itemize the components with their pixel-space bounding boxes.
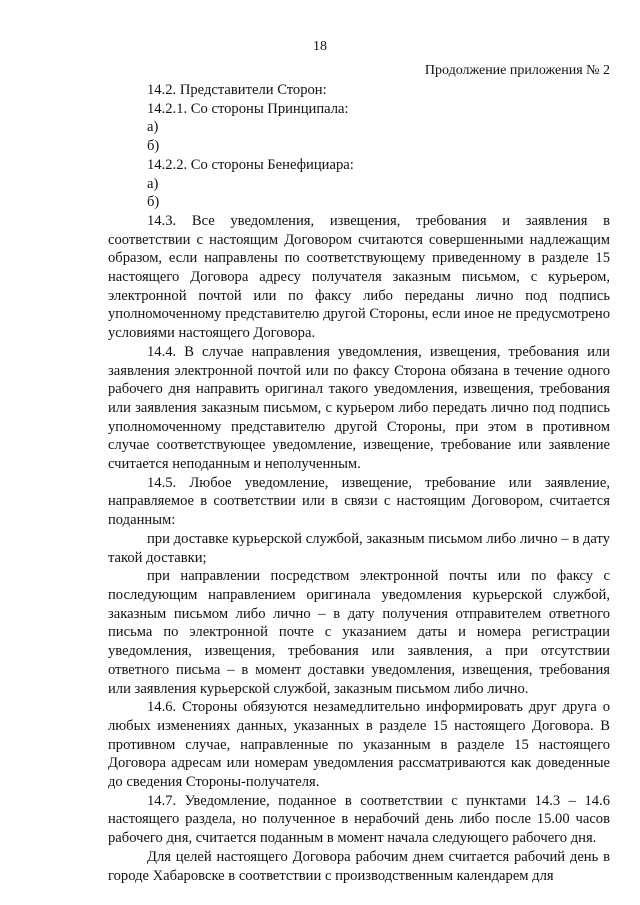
clause-14-7: 14.7. Уведомление, поданное в соответствии с пунктами 14.3 – 14.6 настоящего раздела, но полученное в нерабочий день либо после 15.00 часов рабочего дня, считается поданным в момент начала следующего рабочего дня. bbox=[108, 792, 610, 847]
appendix-note: Продолжение приложения № 2 bbox=[424, 63, 610, 78]
clause-14-5-delivery: при доставке курьерской службой, заказным письмом либо лично – в дату такой доставки; bbox=[108, 530, 610, 566]
clause-14-2-1-item-a: а) bbox=[147, 119, 159, 136]
working-day-definition: Для целей настоящего Договора рабочим днем считается рабочий день в городе Хабаровске в соответствии с производственным календарем для bbox=[108, 848, 610, 884]
clause-14-2-1-item-b: б) bbox=[147, 138, 160, 155]
clause-14-2-2-item-a: а) bbox=[147, 175, 159, 192]
clause-14-4: 14.4. В случае направления уведомления, извещения, требования или заявления электронной почтой или по факсу Сторона обязана в течение одного рабочего дня направить оригинал такого уведомления, извещения, требования или заявления заказным письмом, с курьером либо передать лично под подпись уполномоченному представителю другой Стороны, при этом в противном случае соответствующее уведомление, извещение, требование или заявление считается неподанным и неполученным. bbox=[108, 343, 610, 473]
page-number: 18 bbox=[313, 39, 327, 54]
clause-14-2-heading: 14.2. Представители Сторон: bbox=[147, 82, 327, 98]
document-body bbox=[108, 81, 610, 885]
clause-14-6: 14.6. Стороны обязуются незамедлительно информировать друг друга о любых изменениях данных, указанных в разделе 15 настоящего Договора. В противном случае, направленные по указанным в разделе 15 настоящего Договора адресам или номерам уведомления рассматриваются как доведенные до сведения Стороны-получателя. bbox=[108, 699, 610, 791]
clause-14-5-email: при направлении посредством электронной почты или по факсу с последующим направлением оригинала уведомления курьерской службой, заказным письмом либо лично – в дату получения отправителем ответного письма по электронной почте с указанием даты и номера регистрации уведомления, извещения, требования или заявления, а при отсутствии ответного письма – в момент доставки уведомления, извещения, требования или заявления курьерской службой, заказным письмом либо лично. bbox=[108, 568, 610, 697]
clause-14-2-1-heading: 14.2.1. Со стороны Принципала: bbox=[147, 100, 349, 117]
clause-14-5: 14.5. Любое уведомление, извещение, требование или заявление, направляемое в соответствии или в связи с настоящим Договором, считается поданным: bbox=[108, 474, 610, 529]
clause-14-3: 14.3. Все уведомления, извещения, требования и заявления в соответствии с настоящим Договором считаются совершенными надлежащим образом, если направлены по соответствующему приведенному в разделе 15 настоящего Договора адресу получателя заказным письмом, с курьером, электронной почтой или по факсу либо переданы лично под подпись уполномоченному представителю другой Стороны, если иное не предусмотрено условиями настоящего Договора. bbox=[108, 212, 610, 342]
clause-14-2-2-heading: 14.2.2. Со стороны Бенефициара: bbox=[147, 156, 354, 173]
clause-14-2-2-item-b: б) bbox=[147, 194, 160, 211]
